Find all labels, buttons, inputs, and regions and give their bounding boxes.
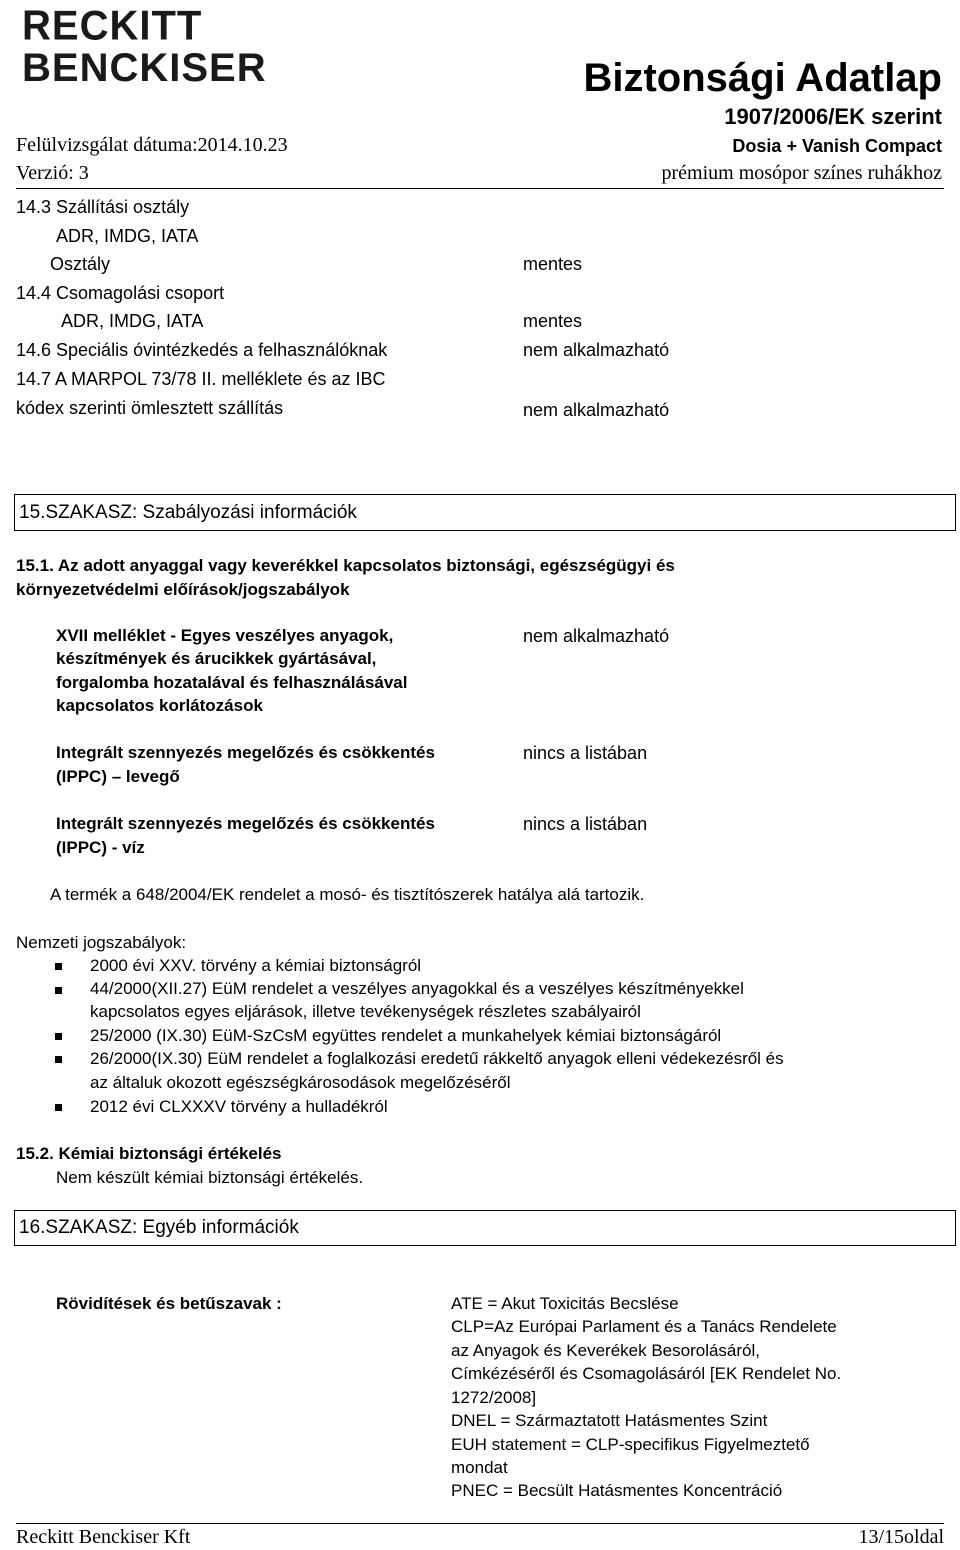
header-divider [16, 188, 944, 189]
ippc-water-line-2: (IPPC) - víz [56, 838, 145, 857]
regulation-reference: 1907/2006/EK szerint [724, 104, 942, 129]
law-item-3: 25/2000 (IX.30) EüM-SzCsM együttes rendelet a munkahelyek kémiai biztonságáról [90, 1026, 722, 1045]
class-label: Osztály [50, 254, 111, 274]
marpol-heading-line-2: kódex szerinti ömlesztett szállítás [16, 398, 284, 418]
footer-page-number: 13/15oldal [858, 1526, 944, 1548]
ippc-air-line-2: (IPPC) – levegő [56, 767, 180, 786]
ippc-air-value: nincs a listában [523, 743, 648, 763]
user-precautions-value: nem alkalmazható [523, 340, 670, 360]
abbreviation-line-4: Címkézéséről és Csomagolásáról [EK Rendelet No. [451, 1364, 842, 1383]
section-15-2-text: Nem készült kémiai biztonsági értékelés. [56, 1168, 364, 1187]
section-16-heading-box [14, 1210, 956, 1246]
packing-group-value: mentes [523, 311, 583, 331]
document-title: Biztonsági Adatlap [583, 56, 942, 100]
product-name-line-1: Dosia + Vanish Compact [732, 136, 942, 156]
abbreviation-line-1: ATE = Akut Toxicitás Becslése [451, 1294, 679, 1313]
marpol-value: nem alkalmazható [523, 400, 670, 420]
annex-xvii-value: nem alkalmazható [523, 626, 670, 646]
transport-class-modes: ADR, IMDG, IATA [56, 226, 199, 246]
law-item-4-line-2: az általuk okozott egészségkárosodások megelőzéséről [90, 1073, 511, 1092]
law-item-2-line-2: kapcsolatos egyes eljárások, illetve tevékenységek részletes szabályairól [90, 1002, 641, 1021]
ippc-water-value: nincs a listában [523, 814, 648, 834]
user-precautions-heading: 14.6 Speciális óvintézkedés a felhasználóknak [16, 340, 388, 360]
logo-line-2: BENCKISER [22, 46, 267, 90]
bullet-icon [55, 963, 62, 970]
bullet-icon [55, 1104, 62, 1111]
ippc-air-line-1: Integrált szennyezés megelőzés és csökkentés [56, 743, 435, 762]
company-logo [22, 2, 267, 90]
section-15-1-line-1: 15.1. Az adott anyaggal vagy keverékkel kapcsolatos biztonsági, egészségügyi és [16, 556, 675, 575]
law-item-4-line-1: 26/2000(IX.30) EüM rendelet a foglalkozási eredetű rákkeltő anyagok elleni védekezésről és [90, 1049, 784, 1068]
national-legislation-label: Nemzeti jogszabályok: [16, 933, 187, 952]
abbreviation-line-7: EUH statement = CLP-specifikus Figyelmeztető [451, 1435, 810, 1454]
bullet-icon [55, 1033, 62, 1040]
annex-xvii-line-2: készítmények és árucikkek gyártásával, [56, 649, 377, 668]
abbreviation-line-9: PNEC = Becsült Hatásmentes Koncentráció [451, 1481, 783, 1500]
section-15-2-heading: 15.2. Kémiai biztonsági értékelés [16, 1144, 282, 1163]
footer-company: Reckitt Benckiser Kft [16, 1526, 191, 1548]
abbreviation-line-5: 1272/2008] [451, 1388, 537, 1407]
abbreviation-line-8: mondat [451, 1458, 508, 1477]
marpol-heading-line-1: 14.7 A MARPOL 73/78 II. melléklete és az IBC [16, 369, 386, 389]
annex-xvii-line-1: XVII melléklet - Egyes veszélyes anyagok, [56, 626, 394, 645]
annex-xvii-line-4: kapcsolatos korlátozások [56, 696, 263, 715]
section-15-heading: 15.SZAKASZ: Szabályozási információk [19, 501, 357, 523]
footer-divider [16, 1523, 944, 1524]
transport-class-heading: 14.3 Szállítási osztály [16, 197, 190, 217]
ippc-water-line-1: Integrált szennyezés megelőzés és csökkentés [56, 814, 435, 833]
law-item-2-line-1: 44/2000(XII.27) EüM rendelet a veszélyes anyagokkal és a veszélyes készítményekkel [90, 979, 744, 998]
product-name-line-2: prémium mosópor színes ruhákhoz [661, 162, 942, 184]
bullet-icon [55, 1056, 62, 1063]
logo-line-1: RECKITT [22, 2, 203, 50]
annex-xvii-line-3: forgalomba hozatalával és felhasználásával [56, 673, 408, 692]
section-16-heading: 16.SZAKASZ: Egyéb információk [19, 1217, 299, 1238]
version: Verzió: 3 [16, 162, 89, 184]
law-item-1: 2000 évi XXV. törvény a kémiai biztonságról [90, 956, 422, 975]
law-item-5: 2012 évi CLXXXV törvény a hulladékról [90, 1097, 388, 1116]
bullet-icon [55, 987, 62, 994]
packing-group-heading: 14.4 Csomagolási csoport [16, 283, 225, 303]
abbreviation-line-3: az Anyagok és Keverékek Besorolásáról, [451, 1341, 761, 1360]
abbreviation-line-6: DNEL = Származtatott Hatásmentes Szint [451, 1411, 768, 1430]
class-value: mentes [523, 254, 583, 274]
section-15-1-line-2: környezetvédelmi előírások/jogszabályok [16, 580, 350, 599]
packing-group-modes: ADR, IMDG, IATA [61, 311, 204, 331]
section-15-heading-box [14, 494, 956, 531]
detergent-regulation-note: A termék a 648/2004/EK rendelet a mosó- és tisztítószerek hatálya alá tartozik. [50, 885, 645, 904]
abbreviation-line-2: CLP=Az Európai Parlament és a Tanács Rendelete [451, 1317, 837, 1336]
abbreviations-label: Rövidítések és betűszavak : [56, 1294, 282, 1313]
revision-date: Felülvizsgálat dátuma:2014.10.23 [16, 134, 288, 156]
